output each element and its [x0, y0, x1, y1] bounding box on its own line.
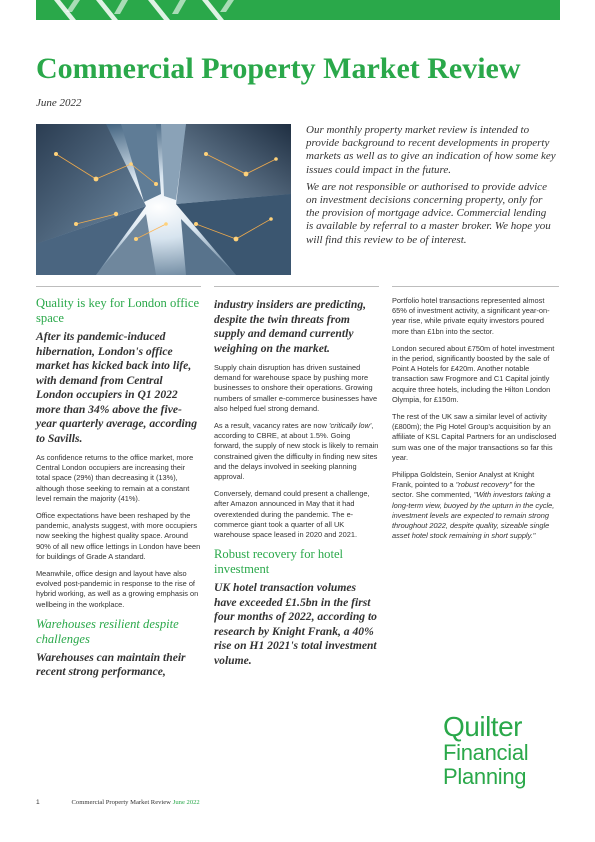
body-paragraph: Office expectations have been reshaped by the pandemic, analysts suggest, with more occupiers now seeking the highest quality space. Around 90% of all new office lettings in London have been for buildings of Grade A standard.	[36, 511, 201, 561]
body-paragraph: Supply chain disruption has driven sustained demand for warehouse space by pushing more businesses to onshore their operations. Growing numbers of smaller e-commerce businesses have also helped fuel strong demand.	[214, 363, 378, 413]
skyscrapers-network-icon	[36, 124, 291, 275]
text-run: for the sector. She commented,	[392, 480, 535, 500]
emphasis-text: 'critically low'	[329, 421, 372, 431]
column-3	[392, 296, 557, 548]
body-paragraph: Portfolio hotel transactions represented almost 65% of investment activity, a significant year-on-year rise, while private equity investors poured more than £1bn into the sector.	[392, 296, 550, 336]
issue-date: June 2022	[36, 97, 82, 109]
intro-text	[306, 124, 556, 251]
body-paragraph	[392, 470, 557, 541]
logo-line: Financial	[443, 740, 529, 765]
page-title: Commercial Property Market Review	[36, 52, 521, 85]
section-heading: Robust recovery for hotel investment	[214, 547, 344, 577]
hero-image	[36, 124, 291, 275]
text-run: Philippa Goldstein, Senior Analyst at Knight Frank, pointed to a	[392, 470, 535, 490]
body-paragraph: As confidence returns to the office market, more Central London occupiers are increasing their total space (29%) than decreasing it (13%), although those seeking to remain at a constant level remain the majority (41%).	[36, 453, 194, 503]
column-2	[214, 298, 379, 675]
quilter-logo	[443, 713, 528, 789]
lead-paragraph: After its pandemic-induced hibernation, London's office market has kicked back into life, with demand from Central London occupiers in Q1 2022 more than 34% above the five-year quarterly average, according to Savills.	[36, 330, 197, 445]
column-1	[36, 296, 201, 687]
lead-paragraph: UK hotel transaction volumes have exceeded £1.5bn in the first four months of 2022, according to research by Knight Frank, a 40% rise on H1 2021's total investment volume.	[214, 581, 377, 667]
body-paragraph	[214, 421, 379, 482]
body-paragraph: The rest of the UK saw a similar level of activity (£800m); the Pig Hotel Group's acquisition by an affiliate of KSL Capital Partners for an undisclosed sum was one of the major transactions so far this year.	[392, 412, 557, 462]
logo-line: Quilter	[443, 711, 522, 742]
intro-paragraph: We are not responsible or authorised to provide advice on investment decisions concerning property, only for the provision of mortgage advice. Commercial lending is available by referral to a master broker. We hope you will find this review to be of interest.	[306, 180, 551, 246]
footer-title: Commercial Property Market Review	[71, 799, 171, 806]
divider	[392, 286, 559, 287]
body-paragraph: London secured about £750m of hotel investment in the period, significantly boosted by the sale of Point A Hotels for £420m. Another notable transaction saw Frogmore and C1 Capital jointly acquire three hotels, including the Hilton London Olympia, for £150m.	[392, 343, 555, 404]
top-banner	[36, 0, 560, 20]
page-footer	[36, 799, 200, 806]
lead-paragraph: industry insiders are predicting, despite the twin threats from supply and demand currently weighing on the market.	[214, 298, 367, 355]
intro-paragraph: Our monthly property market review is intended to provide background to recent developments in property markets as well as to give an indication of how some key issues could impact in the future.	[306, 124, 556, 176]
text-run: , according to CBRE, at about 1.5%. Going forward, the supply of new stock is likely to remain constrained given the difficulty in finding new sites and the delays involved in seeking planning approval.	[214, 421, 379, 482]
section-heading: Quality is key for London office space	[36, 296, 200, 325]
body-paragraph: Conversely, demand could present a challenge, after Amazon announced in May that it had overextended during the pandemic. The e-commerce giant took a quarter of all UK warehouse space leased in 2020 and 2021.	[214, 489, 370, 540]
emphasis-text: "robust recovery"	[455, 480, 512, 490]
section-heading: Warehouses resilient despite challenges	[36, 616, 179, 646]
body-paragraph: Meanwhile, office design and layout have also evolved post-pandemic in response to the rise of hybrid working, as well as a growing emphasis on wellbeing in the workplace.	[36, 569, 199, 609]
page-number: 1	[36, 799, 40, 806]
divider	[36, 286, 201, 287]
lead-paragraph: Warehouses can maintain their recent strong performance,	[36, 650, 186, 679]
quote-text: "With investors taking a long-term view, buoyed by the upturn in the cycle, investment levels are expected to remain strong throughout 2022, despite quality, sizeable single asset hotel stock remaining in short supply."	[392, 490, 555, 541]
text-run: As a result, vacancy rates are now	[214, 421, 330, 431]
logo-line: Planning	[443, 764, 527, 789]
footer-date: June 2022	[172, 799, 200, 806]
divider	[214, 286, 379, 287]
